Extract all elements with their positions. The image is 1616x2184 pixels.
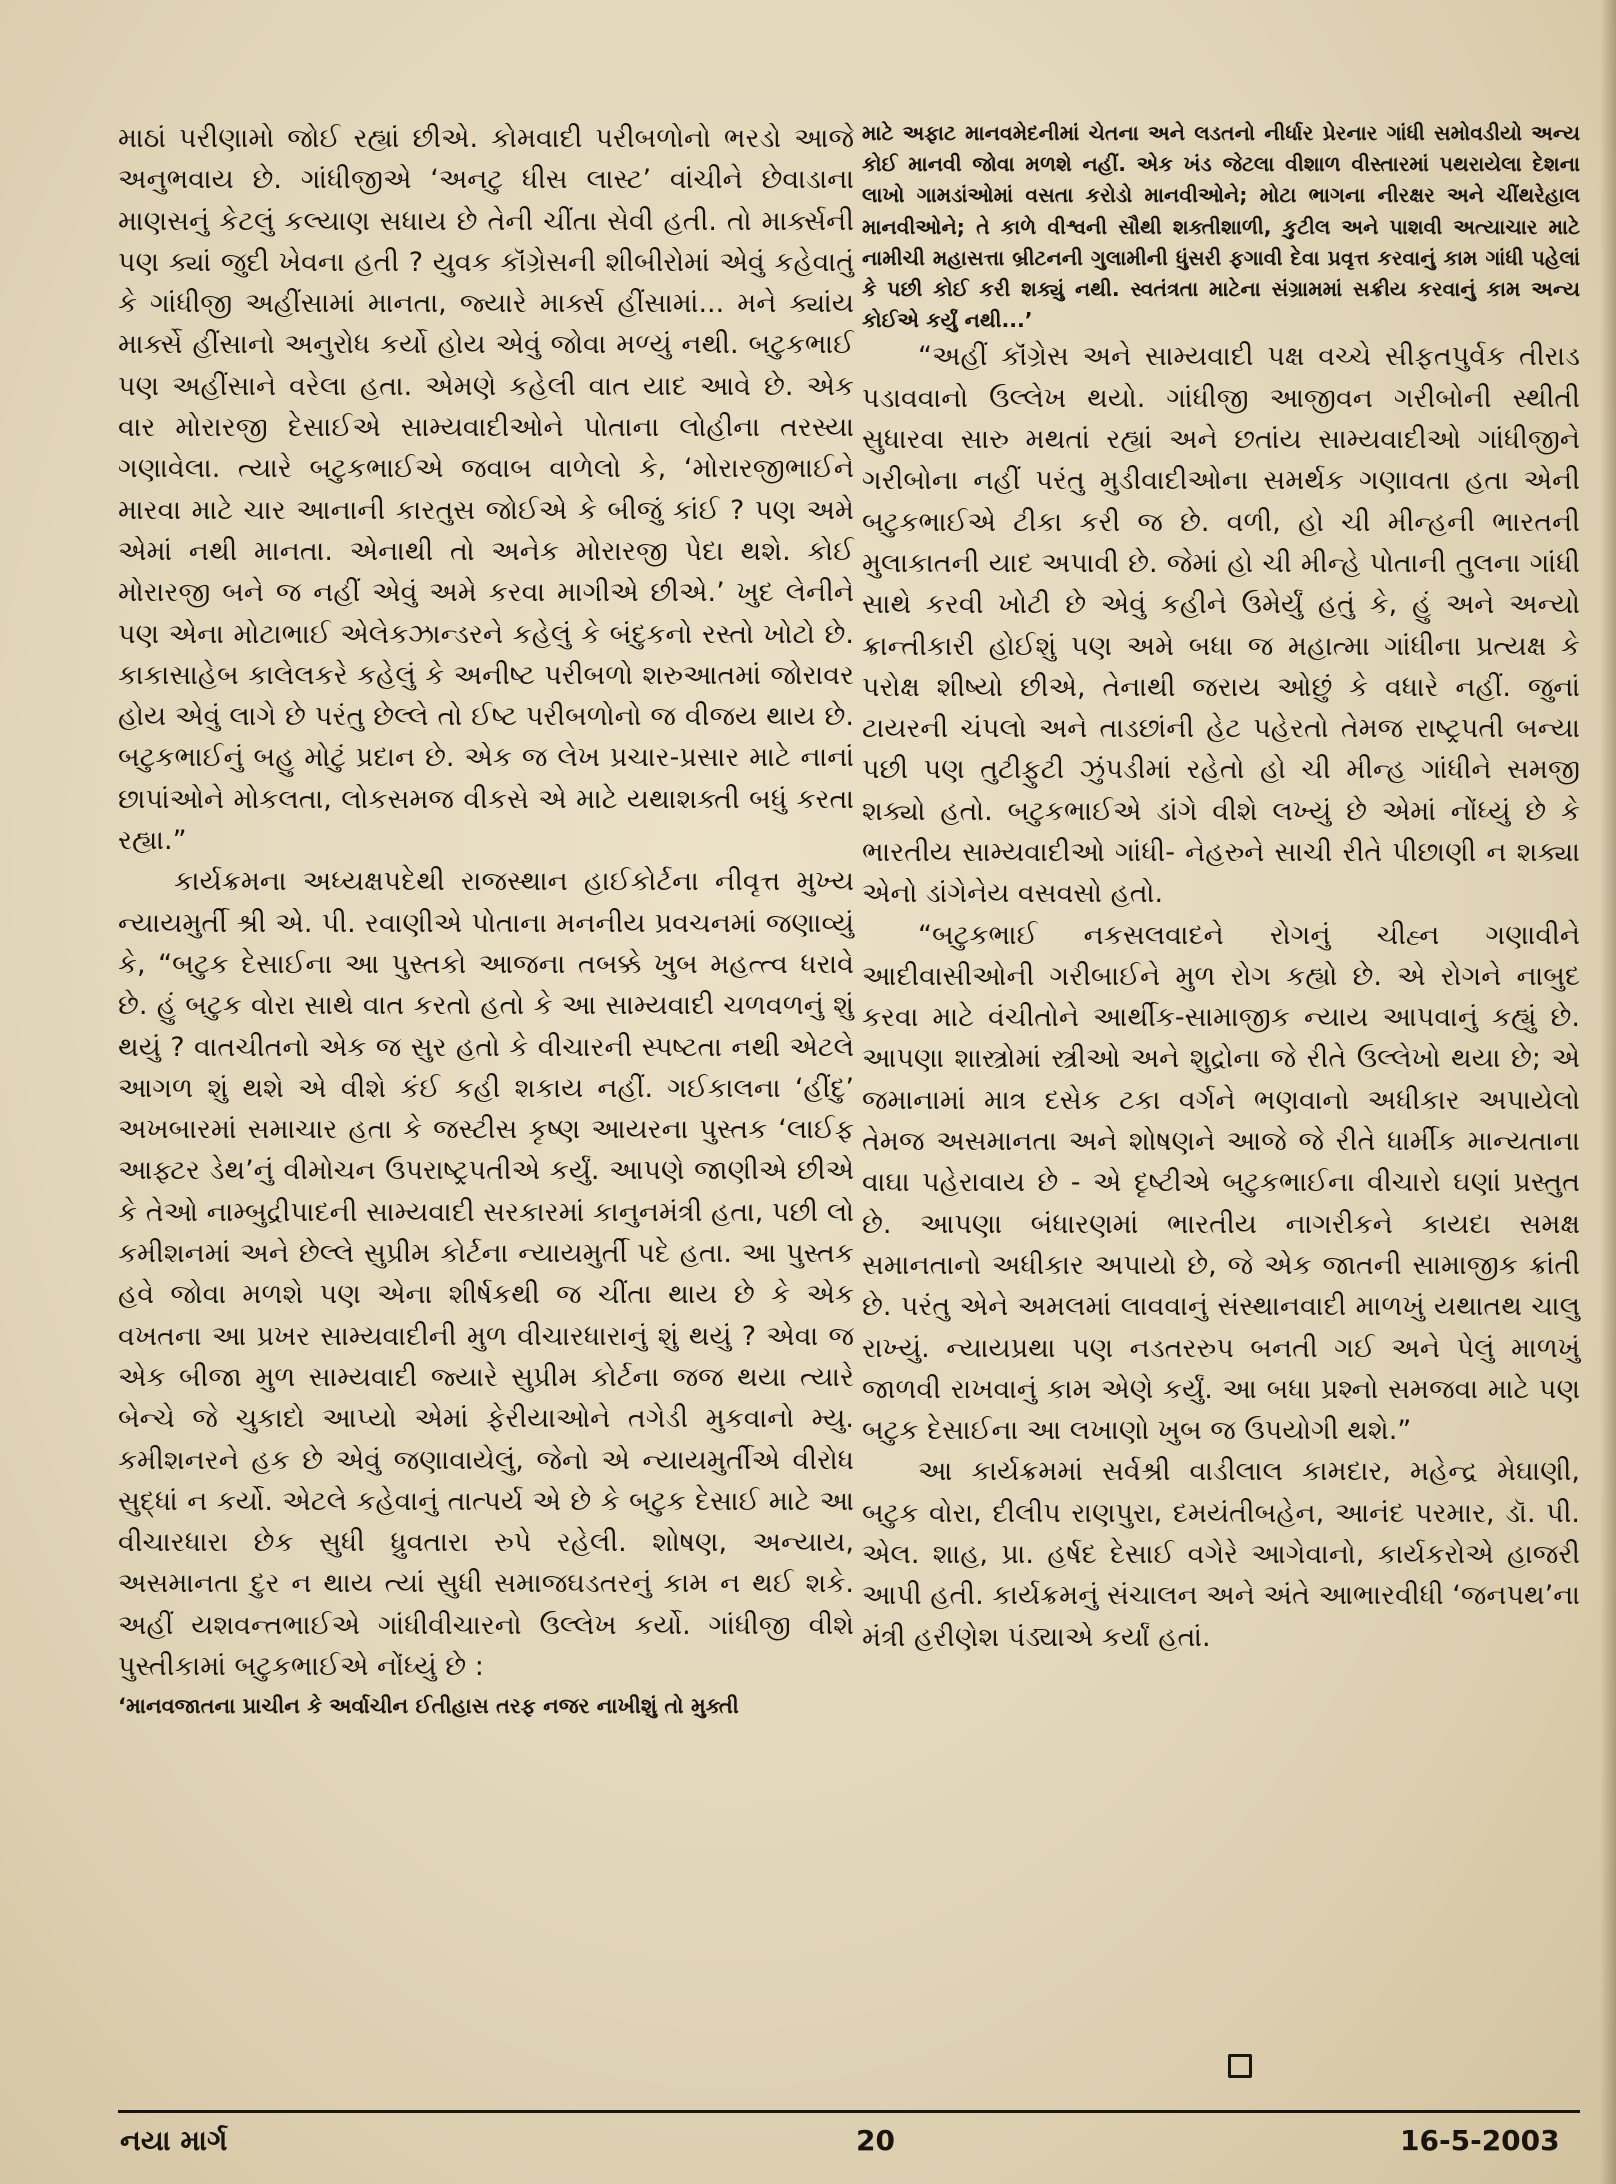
right-paragraph-2: “બટુકભાઈ નકસલવાદને રોગનું ચીહ્ન ગણાવીને આદીવાસીઓની ગરીબાઈને મુળ રોગ કહ્યો છે. એ રોગને નાબુદ કરવા માટે વંચીતોને આર્થીક-સામાજીક ન્યાય આપવાનું કહ્યું છે. આપણા શાસ્ત્રોમાં સ્ત્રીઓ અને શુદ્રોના જે રીતે ઉલ્લેખો થયા છે; એ જમાનામાં માત્ર દસેક ટકા વર્ગને ભણવાનો અધીકાર અપાયેલો તેમજ અસમાનતા અને શોષણને આજે જે રીતે ધાર્મીક માન્યતાના વાઘા પહેરાવાય છે - એ દૃષ્ટીએ બટુકભાઈના વીચારો ઘણાં પ્રસ્તુત છે. આપણા બંધારણમાં ભારતીય નાગરીકને કાયદા સમક્ષ સમાનતાનો અધીકાર અપાયો છે, જે એક જાતની સામાજીક ક્રાંતી છે. પરંતુ એને અમલમાં લાવવાનું સંસ્થાનવાદી માળખું યથાતથ ચાલુ રાખ્યું. ન્યાયપ્રથા પણ નડતરરુપ બનતી ગઈ અને પેલું માળખું જાળવી રાખવાનું કામ એણે કર્યું. આ બધા પ્રશ્નો સમજવા માટે પણ બટુક દેસાઈના આ લખાણો ખુબ જ ઉપયોગી થશે.”	[862, 919, 1580, 1447]
page-edge-shadow	[1600, 0, 1616, 2184]
left-paragraph-1: માઠાં પરીણામો જોઈ રહ્યાં છીએ. કોમવાદી પરીબળોનો ભરડો આજે અનુભવાય છે. ગાંધીજીએ ‘અનટુ ધીસ લાસ્ટ’ વાંચીને છેવાડાના માણસનું કેટલું કલ્યાણ સધાય છે તેની ચીંતા સેવી હતી. તો માર્ક્સની પણ ક્યાં જુદી ખેવના હતી ? યુવક કૉંગ્રેસની શીબીરોમાં એવું કહેવાતું કે ગાંધીજી અહીંસામાં માનતા, જ્યારે માર્ક્સ હીંસામાં... મને ક્યાંય માર્ક્સે હીંસાનો અનુરોધ કર્યો હોય એવું જોવા મળ્યું નથી. બટુકભાઈ પણ અહીંસાને વરેલા હતા. એમણે કહેલી વાત યાદ આવે છે. એક વાર મોરારજી દેસાઈએ સામ્યવાદીઓને પોતાના લોહીના તરસ્યા ગણાવેલા. ત્યારે બટુકભાઈએ જવાબ વાળેલો કે, ‘મોરારજીભાઈને મારવા માટે ચાર આનાની કારતુસ જોઈએ કે બીજું કાંઈ ? પણ અમે એમાં નથી માનતા. એનાથી તો અનેક મોરારજી પેદા થશે. કોઈ મોરારજી બને જ નહીં એવું અમે કરવા માગીએ છીએ.’ ખુદ લેનીને પણ એના મોટાભાઈ એલેકઝાન્ડરને કહેલું કે બંદુકનો રસ્તો ખોટો છે. કાકાસાહેબ કાલેલકરે કહેલું કે અનીષ્ટ પરીબળો શરુઆતમાં જોરાવર હોય એવું લાગે છે પરંતુ છેલ્લે તો ઈષ્ટ પરીબળોનો જ વીજય થાય છે. બટુકભાઈનું બહુ મોટું પ્રદાન છે. એક જ લેખ પ્રચાર-પ્રસાર માટે નાનાં છાપાંઓને મોકલતા, લોકસમજ વીકસે એ માટે યથાશક્તી બધું કરતા રહ્યા.”	[118, 123, 854, 857]
right-paragraph-1: “અહીં કૉંગ્રેસ અને સામ્યવાદી પક્ષ વચ્ચે સીફતપુર્વક તીરાડ પડાવવાનો ઉલ્લેખ થયો. ગાંધીજી આજીવન ગરીબોની સ્થીતી સુધારવા સારુ મથતાં રહ્યાં અને છતાંય સામ્યવાદીઓ ગાંધીજીને ગરીબોના નહીં પરંતુ મુડીવાદીઓના સમર્થક ગણાવતા હતા એની બટુકભાઈએ ટીકા કરી જ છે. વળી, હો ચી મીન્હની ભારતની મુલાકાતની યાદ અપાવી છે. જેમાં હો ચી મીન્હે પોતાની તુલના ગાંધી સાથે કરવી ખોટી છે એવું કહીને ઉમેર્યું હતું કે, હું અને અન્યો ક્રાન્તીકારી હોઈશું પણ અમે બધા જ મહાત્મા ગાંધીના પ્રત્યક્ષ કે પરોક્ષ શીષ્યો છીએ, તેનાથી જરાય ઓછું કે વધારે નહીં. જુનાં ટાયરની ચંપલો અને તાડછાંની હેટ પહેરતો તેમજ રાષ્ટ્રપતી બન્યા પછી પણ તુટીફુટી ઝુંપડીમાં રહેતો હો ચી મીન્હ ગાંધીને સમજી શક્યો હતો. બટુકભાઈએ ડાંગે વીશે લખ્યું છે એમાં નોંધ્યું છે કે ભારતીય સામ્યવાદીઓ ગાંધી- નેહરુને સાચી રીતે પીછાણી ન શક્યા એનો ડાંગેનેય વસવસો હતો.	[862, 341, 1580, 910]
left-column	[118, 118, 854, 1721]
article-end-mark	[1228, 2054, 1252, 2078]
right-column	[862, 118, 1580, 1658]
page-number: 20	[856, 2124, 895, 2157]
left-paragraph-2: કાર્યક્રમના અધ્યક્ષપદેથી રાજસ્થાન હાઈકોર્ટના નીવૃત્ત મુખ્ય ન્યાયમુર્તી શ્રી એ. પી. રવાણીએ પોતાના મનનીય પ્રવચનમાં જણાવ્યું કે, “બટુક દેસાઈના આ પુસ્તકો આજના તબક્કે ખુબ મહત્ત્વ ધરાવે છે. હું બટુક વોરા સાથે વાત કરતો હતો કે આ સામ્યવાદી ચળવળનું શું થયું ? વાતચીતનો એક જ સુર હતો કે વીચારની સ્પષ્ટતા નથી એટલે આગળ શું થશે એ વીશે કંઈ કહી શકાય નહીં. ગઈકાલના ‘હીંદુ’ અખબારમાં સમાચાર હતા કે જસ્ટીસ કૃષ્ણ આયરના પુસ્તક ‘લાઈફ આફ્ટર ડેથ’નું વીમોચન ઉપરાષ્ટ્રપતીએ કર્યું. આપણે જાણીએ છીએ કે તેઓ નામ્બુદ્રીપાદની સામ્યવાદી સરકારમાં કાનુનમંત્રી હતા, પછી લો કમીશનમાં અને છેલ્લે સુપ્રીમ કોર્ટના ન્યાયમુર્તી પદે હતા. આ પુસ્તક હવે જોવા મળશે પણ એના શીર્ષકથી જ ચીંતા થાય છે કે એક વખતના આ પ્રખર સામ્યવાદીની મુળ વીચારધારાનું શું થયું ? એવા જ એક બીજા મુળ સામ્યવાદી જ્યારે સુપ્રીમ કોર્ટના જજ થયા ત્યારે બેન્ચે જે ચુકાદો આપ્યો એમાં ફેરીયાઓને તગેડી મુકવાનો મ્યુ. કમીશનરને હક છે એવું જણાવાયેલું, જેનો એ ન્યાયમુર્તીએ વીરોધ સુદ્ધાં ન કર્યો. એટલે કહેવાનું તાત્પર્ય એ છે કે બટુક દેસાઈ માટે આ વીચારધારા છેક સુધી ધ્રુવતારા રુપે રહેલી. શોષણ, અન્યાય, અસમાનતા દુર ન થાય ત્યાં સુધી સમાજઘડતરનું કામ ન થઈ શકે. અહીં યશવન્તભાઈએ ગાંધીવીચારનો ઉલ્લેખ કર્યો. ગાંધીજી વીશે પુસ્તીકામાં બટુકભાઈએ નોંધ્યું છે :	[118, 866, 854, 1682]
right-quote-continuation: માટે અફાટ માનવમેદનીમાં ચેતના અને લડતનો નીર્ધાર પ્રેરનાર ગાંધી સમોવડીયો અન્ય કોઈ માનવી જોવા મળશે નહીં. એક ખંડ જેટલા વીશાળ વીસ્તારમાં પથરાયેલા દેશના લાખો ગામડાંઓમાં વસતા કરોડો માનવીઓને; મોટા ભાગના નીરક્ષર અને ચીંથરેહાલ માનવીઓને; તે કાળે વીશ્વની સૌથી શક્તીશાળી, કુટીલ અને પાશવી અત્યાચાર માટે નામીચી મહાસત્તા બ્રીટનની ગુલામીની ધુંસરી ફગાવી દેવા પ્રવૃત્ત કરવાનું કામ ગાંધી પહેલાં કે પછી કોઈ કરી શક્યું નથી. સ્વતંત્રતા માટેના સંગ્રામમાં સક્રીય કરવાનું કામ અન્ય કોઈએ કર્યું નથી...’	[862, 121, 1580, 333]
footer-rule	[118, 2110, 1580, 2113]
right-paragraph-3: આ કાર્યક્રમમાં સર્વશ્રી વાડીલાલ કામદાર, મહેન્દ્ર મેઘાણી, બટુક વોરા, દીલીપ રાણપુરા, દમયંતીબહેન, આનંદ પરમાર, ડૉ. પી. એલ. શાહ, પ્રા. હર્ષદ દેસાઈ વગેરે આગેવાનો, કાર્યકરોએ હાજરી આપી હતી. કાર્યક્રમનું સંચાલન અને અંતે આભારવીધી ‘જનપથ’ના મંત્રી હરીણેશ પંડ્યાએ કર્યાં હતાં.	[862, 1456, 1580, 1653]
issue-date: 16-5-2003	[1400, 2124, 1560, 2157]
left-quote-start: ‘માનવજાતના પ્રાચીન કે અર્વાચીન ઈતીહાસ તરફ નજર નાખીશું તો મુક્તી	[118, 1694, 739, 1719]
publication-name: નયા માર્ગ	[120, 2124, 228, 2157]
